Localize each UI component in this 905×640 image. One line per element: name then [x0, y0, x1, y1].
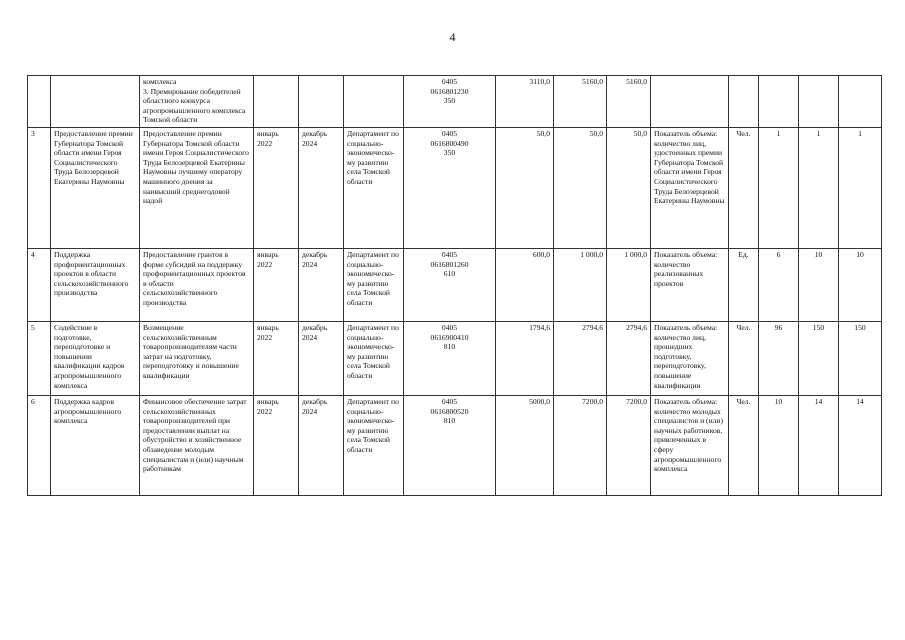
budget-code-cell: 0405 0616800490 350 — [404, 128, 496, 249]
executor-cell — [344, 76, 404, 128]
row-number-cell — [28, 76, 51, 128]
indicator-2023-cell: 14 — [799, 396, 839, 496]
indicator-cell — [651, 76, 729, 128]
table-row — [28, 322, 882, 396]
funding-2023-cell: 5160,0 — [554, 76, 607, 128]
indicator-2023-cell: 10 — [799, 249, 839, 322]
unit-cell: Чел. — [729, 396, 759, 496]
row-number-cell: 4 — [28, 249, 51, 322]
funding-2022-cell: 50,0 — [496, 128, 554, 249]
indicator-2022-cell: 96 — [759, 322, 799, 396]
indicator-2022-cell: 10 — [759, 396, 799, 496]
indicator-cell: Показатель объема: количество молодых специалистов и (или) научных работников, привлеченных в сферу агропромышленного комплекса — [651, 396, 729, 496]
executor-cell: Департамент по социально-экономическо-му развитию села Томской области — [344, 322, 404, 396]
budget-code-cell: 0405 0616900410 810 — [404, 322, 496, 396]
funding-2024-cell: 5160,0 — [607, 76, 651, 128]
end-date-cell — [299, 76, 344, 128]
indicator-cell: Показатель объема: количество лиц, прошедших подготовку, переподготовку, повышение квалификации — [651, 322, 729, 396]
row-number-cell: 6 — [28, 396, 51, 496]
indicator-2024-cell: 10 — [839, 249, 882, 322]
unit-cell: Чел. — [729, 322, 759, 396]
indicator-2023-cell — [799, 76, 839, 128]
end-date-cell: декабрь 2024 — [299, 396, 344, 496]
funding-2023-cell: 50,0 — [554, 128, 607, 249]
event-cell: комплекса 3. Премирование победителей областного конкурса агропромышленного комплекса Томской области — [140, 76, 254, 128]
task-cell: Поддержка профориентационных проектов в области сельскохозяйственного производства — [51, 249, 140, 322]
start-date-cell: январь 2022 — [254, 249, 299, 322]
event-cell: Предоставление грантов в форме субсидий на поддержку профориентационных проектов в области сельскохозяйственного производства — [140, 249, 254, 322]
page-number: 4 — [449, 30, 456, 44]
funding-2022-cell: 5000,0 — [496, 396, 554, 496]
funding-2024-cell: 2794,6 — [607, 322, 651, 396]
funding-2024-cell: 50,0 — [607, 128, 651, 249]
indicator-2022-cell — [759, 76, 799, 128]
task-cell — [51, 76, 140, 128]
executor-cell: Департамент по социально-экономическо-му развитию села Томской области — [344, 128, 404, 249]
funding-2022-cell: 1794,6 — [496, 322, 554, 396]
budget-code-cell: 0405 0616800520 810 — [404, 396, 496, 496]
indicator-cell: Показатель объема: количество реализованных проектов — [651, 249, 729, 322]
end-date-cell: декабрь 2024 — [299, 128, 344, 249]
program-table — [27, 75, 882, 496]
indicator-2024-cell: 150 — [839, 322, 882, 396]
indicator-2022-cell: 1 — [759, 128, 799, 249]
indicator-2023-cell: 150 — [799, 322, 839, 396]
executor-cell: Департамент по социально-экономическо-му развитию села Томской области — [344, 396, 404, 496]
indicator-cell: Показатель объема: количество лиц, удостоенных премии Губернатора Томской области имени Героя Социалистического Труда Белозерцевой Екатерины Наумовны — [651, 128, 729, 249]
row-number-cell: 5 — [28, 322, 51, 396]
start-date-cell: январь 2022 — [254, 128, 299, 249]
funding-2023-cell: 1 000,0 — [554, 249, 607, 322]
funding-2022-cell: 3110,0 — [496, 76, 554, 128]
funding-2024-cell: 1 000,0 — [607, 249, 651, 322]
event-cell: Финансовое обеспечение затрат сельскохозяйственных товаропроизводителей при предоставлении выплат на обустройство и хозяйственное обзаведение молодым специалистам и (или) научным работникам — [140, 396, 254, 496]
unit-cell: Ед. — [729, 249, 759, 322]
start-date-cell: январь 2022 — [254, 396, 299, 496]
event-cell: Предоставление премии Губернатора Томской области имени Героя Социалистического Труда Белозерцевой Екатерины Наумовны лучшему оператору машинного доения за наивысший среднегодовой надой — [140, 128, 254, 249]
row-number-cell: 3 — [28, 128, 51, 249]
event-cell: Возмещение сельскохозяйственным товаропроизводителям части затрат на подготовку, переподготовку и повышение квалификации — [140, 322, 254, 396]
funding-2023-cell: 2794,6 — [554, 322, 607, 396]
end-date-cell: декабрь 2024 — [299, 322, 344, 396]
indicator-2024-cell: 14 — [839, 396, 882, 496]
start-date-cell — [254, 76, 299, 128]
task-cell: Поддержка кадров агропромышленного комплекса — [51, 396, 140, 496]
table-row — [28, 396, 882, 496]
unit-cell: Чел. — [729, 128, 759, 249]
indicator-2024-cell — [839, 76, 882, 128]
indicator-2024-cell: 1 — [839, 128, 882, 249]
indicator-2022-cell: 6 — [759, 249, 799, 322]
start-date-cell: январь 2022 — [254, 322, 299, 396]
funding-2024-cell: 7200,0 — [607, 396, 651, 496]
table-row — [28, 128, 882, 249]
task-cell: Содействие в подготовке, переподготовке и повышении квалификации кадров агропромышленного комплекса — [51, 322, 140, 396]
unit-cell — [729, 76, 759, 128]
task-cell: Предоставление премии Губернатора Томской области имени Героя Социалистического Труда Белозерцевой Екатерины Наумовны — [51, 128, 140, 249]
funding-2022-cell: 600,0 — [496, 249, 554, 322]
funding-2023-cell: 7200,0 — [554, 396, 607, 496]
executor-cell: Департамент по социально-экономическо-му развитию села Томской области — [344, 249, 404, 322]
table-row — [28, 249, 882, 322]
table-row — [28, 76, 882, 128]
indicator-2023-cell: 1 — [799, 128, 839, 249]
end-date-cell: декабрь 2024 — [299, 249, 344, 322]
budget-code-cell: 0405 0616801260 610 — [404, 249, 496, 322]
budget-code-cell: 0405 0616801230 350 — [404, 76, 496, 128]
